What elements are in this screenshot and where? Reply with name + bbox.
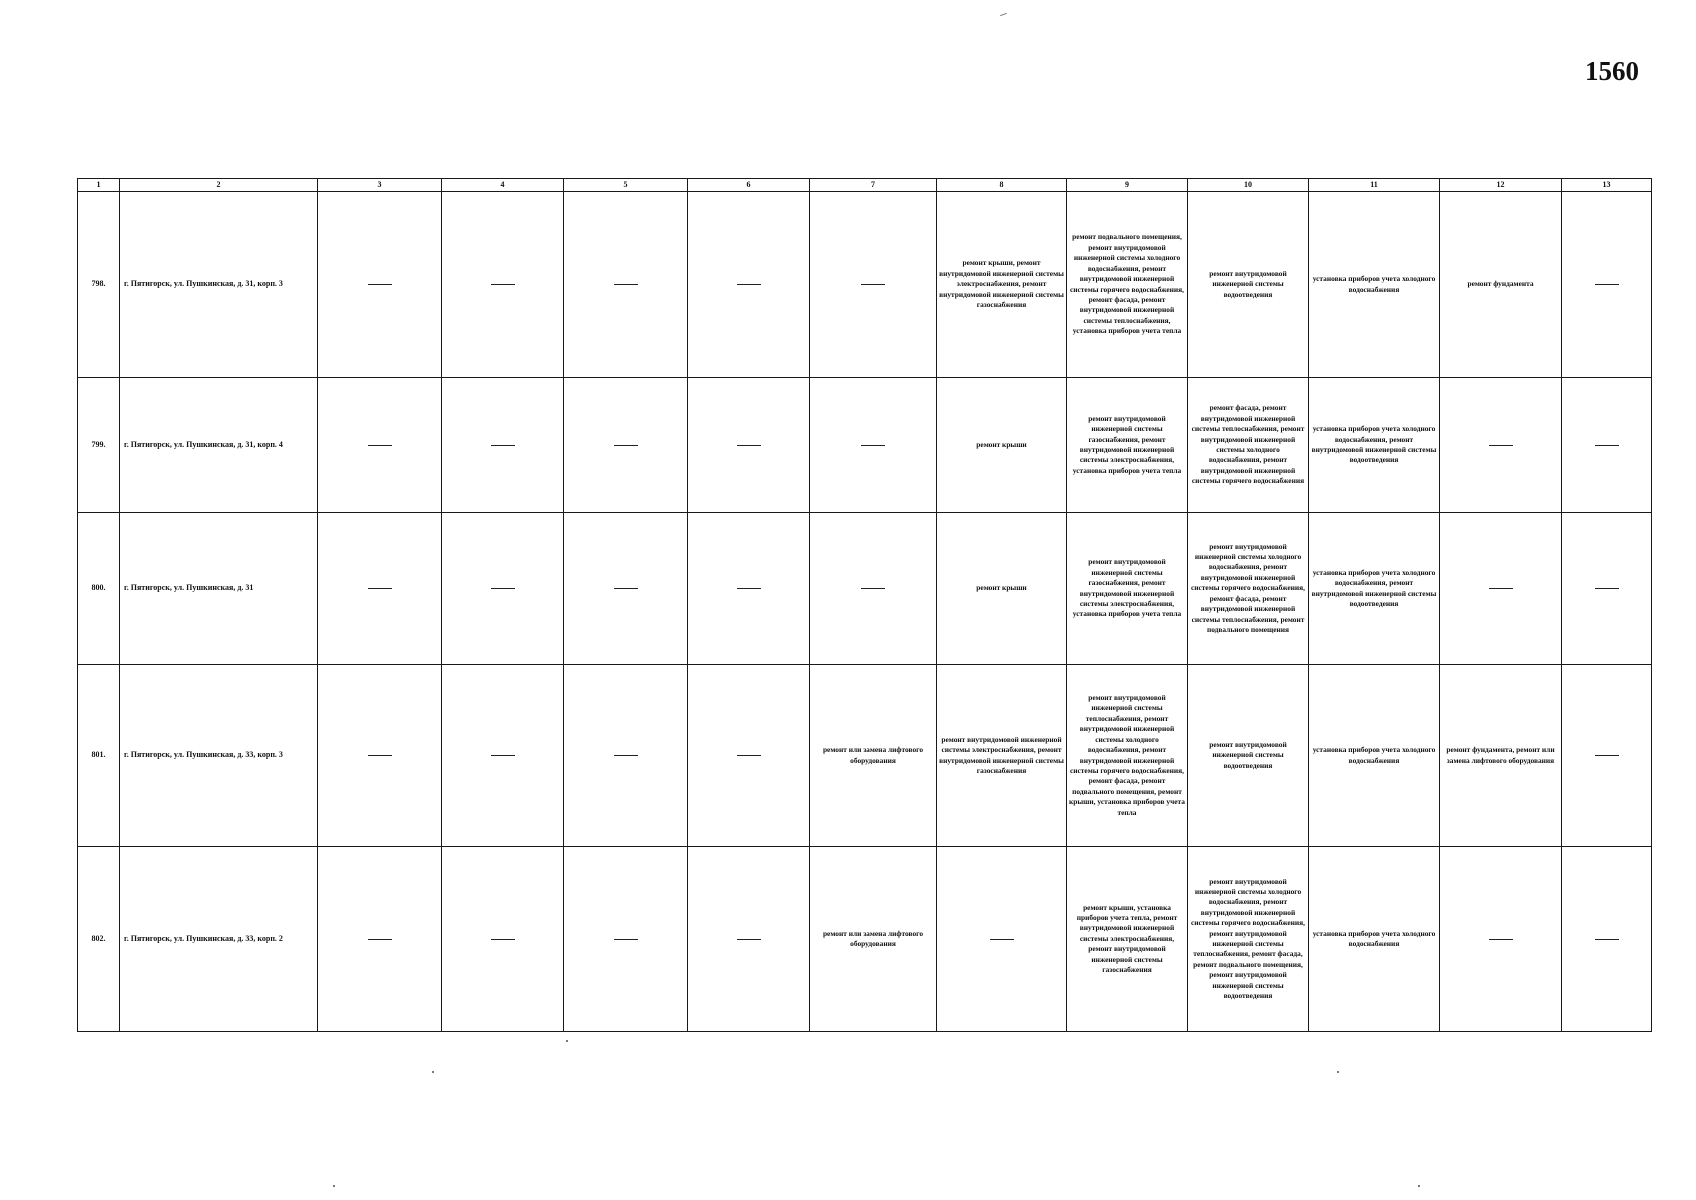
- table-row: [78, 378, 1652, 513]
- column-header-13: 13: [1562, 179, 1652, 192]
- row-col12: ремонт фундамента, ремонт или замена лифтового оборудования: [1440, 665, 1562, 847]
- dash-cell: [442, 513, 564, 665]
- dash-cell: [318, 665, 442, 847]
- dash-mark: [1489, 939, 1513, 940]
- column-header-3: 3: [318, 179, 442, 192]
- row-address: г. Пятигорск, ул. Пушкинская, д. 33, корп. 2: [120, 847, 318, 1032]
- row-col9: ремонт подвального помещения, ремонт внутридомовой инженерной системы холодного водоснабжения, ремонт внутридомовой инженерной системы горячего водоснабжения, ремонт фасада, ремонт внутридомовой инженерной системы теплоснабжения, установка приборов учета тепла: [1067, 192, 1188, 378]
- dash-cell: [442, 847, 564, 1032]
- row-number: 802.: [78, 847, 120, 1032]
- row-col8: ремонт крыши, ремонт внутридомовой инженерной системы электроснабжения, ремонт внутридомовой инженерной системы газоснабжения: [937, 192, 1067, 378]
- dash-mark: [1595, 939, 1619, 940]
- row-col10: ремонт внутридомовой инженерной системы холодного водоснабжения, ремонт внутридомовой инженерной системы горячего водоснабжения, ремонт внутридомовой инженерной системы теплоснабжения, ремонт фасада, ремонт подвального помещения, ремонт внутридомовой инженерной системы водоотведения: [1188, 847, 1309, 1032]
- dash-cell: [688, 378, 810, 513]
- row-col10: ремонт внутридомовой инженерной системы холодного водоснабжения, ремонт внутридомовой инженерной системы горячего водоснабжения, ремонт фасада, ремонт внутридомовой инженерной системы теплоснабжения, ремонт подвального помещения: [1188, 513, 1309, 665]
- column-header-6: 6: [688, 179, 810, 192]
- scan-speck: [432, 1071, 434, 1073]
- dash-mark: [737, 939, 761, 940]
- page-number: 1560: [1585, 56, 1639, 86]
- dash-mark: [614, 588, 638, 589]
- repair-schedule-table: [77, 178, 1652, 1032]
- dash-cell: [937, 847, 1067, 1032]
- dash-mark: [861, 588, 885, 589]
- dash-cell: [810, 513, 937, 665]
- dash-mark: [1595, 755, 1619, 756]
- dash-mark: [368, 939, 392, 940]
- column-header-8: 8: [937, 179, 1067, 192]
- dash-mark: [368, 284, 392, 285]
- column-header-9: 9: [1067, 179, 1188, 192]
- scan-speck: [566, 1040, 568, 1042]
- row-address: г. Пятигорск, ул. Пушкинская, д. 33, корп. 3: [120, 665, 318, 847]
- dash-cell: [318, 847, 442, 1032]
- dash-mark: [737, 588, 761, 589]
- row-col12: ремонт фундамента: [1440, 192, 1562, 378]
- dash-cell: [1562, 192, 1652, 378]
- dash-cell: [1562, 513, 1652, 665]
- dash-cell: [564, 847, 688, 1032]
- dash-cell: [1440, 513, 1562, 665]
- row-col7: ремонт или замена лифтового оборудования: [810, 847, 937, 1032]
- dash-cell: [564, 378, 688, 513]
- scan-speck: [333, 1185, 335, 1187]
- dash-mark: [1489, 588, 1513, 589]
- dash-cell: [688, 665, 810, 847]
- column-header-2: 2: [120, 179, 318, 192]
- dash-mark: [614, 939, 638, 940]
- row-address: г. Пятигорск, ул. Пушкинская, д. 31, корп. 3: [120, 192, 318, 378]
- dash-cell: [1562, 378, 1652, 513]
- dash-cell: [810, 378, 937, 513]
- column-header-7: 7: [810, 179, 937, 192]
- scan-speck: [1418, 1185, 1420, 1187]
- row-col11: установка приборов учета холодного водоснабжения, ремонт внутридомовой инженерной системы водоотведения: [1309, 513, 1440, 665]
- dash-mark: [737, 445, 761, 446]
- column-number-row: [78, 179, 1652, 192]
- dash-mark: [491, 588, 515, 589]
- dash-cell: [1562, 665, 1652, 847]
- dash-mark: [491, 445, 515, 446]
- dash-cell: [564, 513, 688, 665]
- row-col11: установка приборов учета холодного водоснабжения, ремонт внутридомовой инженерной системы водоотведения: [1309, 378, 1440, 513]
- dash-mark: [614, 755, 638, 756]
- dash-mark: [368, 445, 392, 446]
- dash-mark: [861, 284, 885, 285]
- row-col9: ремонт внутридомовой инженерной системы газоснабжения, ремонт внутридомовой инженерной системы электроснабжения, установка приборов учета тепла: [1067, 513, 1188, 665]
- dash-cell: [688, 513, 810, 665]
- row-col10: ремонт внутридомовой инженерной системы водоотведения: [1188, 192, 1309, 378]
- scan-speck: [1337, 1071, 1339, 1073]
- row-col8: ремонт крыши: [937, 378, 1067, 513]
- row-number: 800.: [78, 513, 120, 665]
- row-col7: ремонт или замена лифтового оборудования: [810, 665, 937, 847]
- dash-mark: [491, 939, 515, 940]
- dash-cell: [318, 378, 442, 513]
- dash-cell: [442, 378, 564, 513]
- dash-mark: [737, 755, 761, 756]
- column-header-11: 11: [1309, 179, 1440, 192]
- column-header-10: 10: [1188, 179, 1309, 192]
- dash-mark: [368, 588, 392, 589]
- row-col10: ремонт внутридомовой инженерной системы водоотведения: [1188, 665, 1309, 847]
- dash-cell: [1562, 847, 1652, 1032]
- column-header-12: 12: [1440, 179, 1562, 192]
- row-address: г. Пятигорск, ул. Пушкинская, д. 31, корп. 4: [120, 378, 318, 513]
- row-col8: ремонт крыши: [937, 513, 1067, 665]
- dash-mark: [861, 445, 885, 446]
- dash-mark: [491, 284, 515, 285]
- column-header-4: 4: [442, 179, 564, 192]
- row-number: 799.: [78, 378, 120, 513]
- dash-mark: [491, 755, 515, 756]
- row-col8: ремонт внутридомовой инженерной системы электроснабжения, ремонт внутридомовой инженерной системы газоснабжения: [937, 665, 1067, 847]
- row-col9: ремонт внутридомовой инженерной системы теплоснабжения, ремонт внутридомовой инженерной системы холодного водоснабжения, ремонт внутридомовой инженерной системы горячего водоснабжения, ремонт фасада, ремонт подвального помещения, ремонт крыши, установка приборов учета тепла: [1067, 665, 1188, 847]
- row-address: г. Пятигорск, ул. Пушкинская, д. 31: [120, 513, 318, 665]
- row-number: 798.: [78, 192, 120, 378]
- row-col11: установка приборов учета холодного водоснабжения: [1309, 192, 1440, 378]
- repair-schedule-table-wrapper: [77, 178, 1651, 1032]
- dash-mark: [368, 755, 392, 756]
- dash-mark: [737, 284, 761, 285]
- dash-cell: [442, 665, 564, 847]
- table-row: [78, 665, 1652, 847]
- dash-mark: [1595, 284, 1619, 285]
- dash-cell: [1440, 378, 1562, 513]
- dash-cell: [1440, 847, 1562, 1032]
- column-header-1: 1: [78, 179, 120, 192]
- dash-cell: [442, 192, 564, 378]
- row-col11: установка приборов учета холодного водоснабжения: [1309, 665, 1440, 847]
- dash-mark: [1595, 588, 1619, 589]
- dash-cell: [564, 665, 688, 847]
- dash-cell: [688, 192, 810, 378]
- dash-mark: [1489, 445, 1513, 446]
- table-row: [78, 192, 1652, 378]
- dash-cell: [564, 192, 688, 378]
- dash-cell: [318, 513, 442, 665]
- dash-mark: [1595, 445, 1619, 446]
- dash-mark: [614, 284, 638, 285]
- scan-speck: [1000, 13, 1007, 16]
- dash-cell: [810, 192, 937, 378]
- row-col9: ремонт внутридомовой инженерной системы газоснабжения, ремонт внутридомовой инженерной системы электроснабжения, установка приборов учета тепла: [1067, 378, 1188, 513]
- row-col10: ремонт фасада, ремонт внутридомовой инженерной системы теплоснабжения, ремонт внутридомовой инженерной системы холодного водоснабжения, ремонт внутридомовой инженерной системы горячего водоснабжения: [1188, 378, 1309, 513]
- row-col11: установка приборов учета холодного водоснабжения: [1309, 847, 1440, 1032]
- row-number: 801.: [78, 665, 120, 847]
- column-header-5: 5: [564, 179, 688, 192]
- dash-mark: [990, 939, 1014, 940]
- dash-cell: [318, 192, 442, 378]
- dash-cell: [688, 847, 810, 1032]
- row-col9: ремонт крыши, установка приборов учета тепла, ремонт внутридомовой инженерной системы электроснабжения, ремонт внутридомовой инженерной системы газоснабжения: [1067, 847, 1188, 1032]
- table-row: [78, 513, 1652, 665]
- table-row: [78, 847, 1652, 1032]
- dash-mark: [614, 445, 638, 446]
